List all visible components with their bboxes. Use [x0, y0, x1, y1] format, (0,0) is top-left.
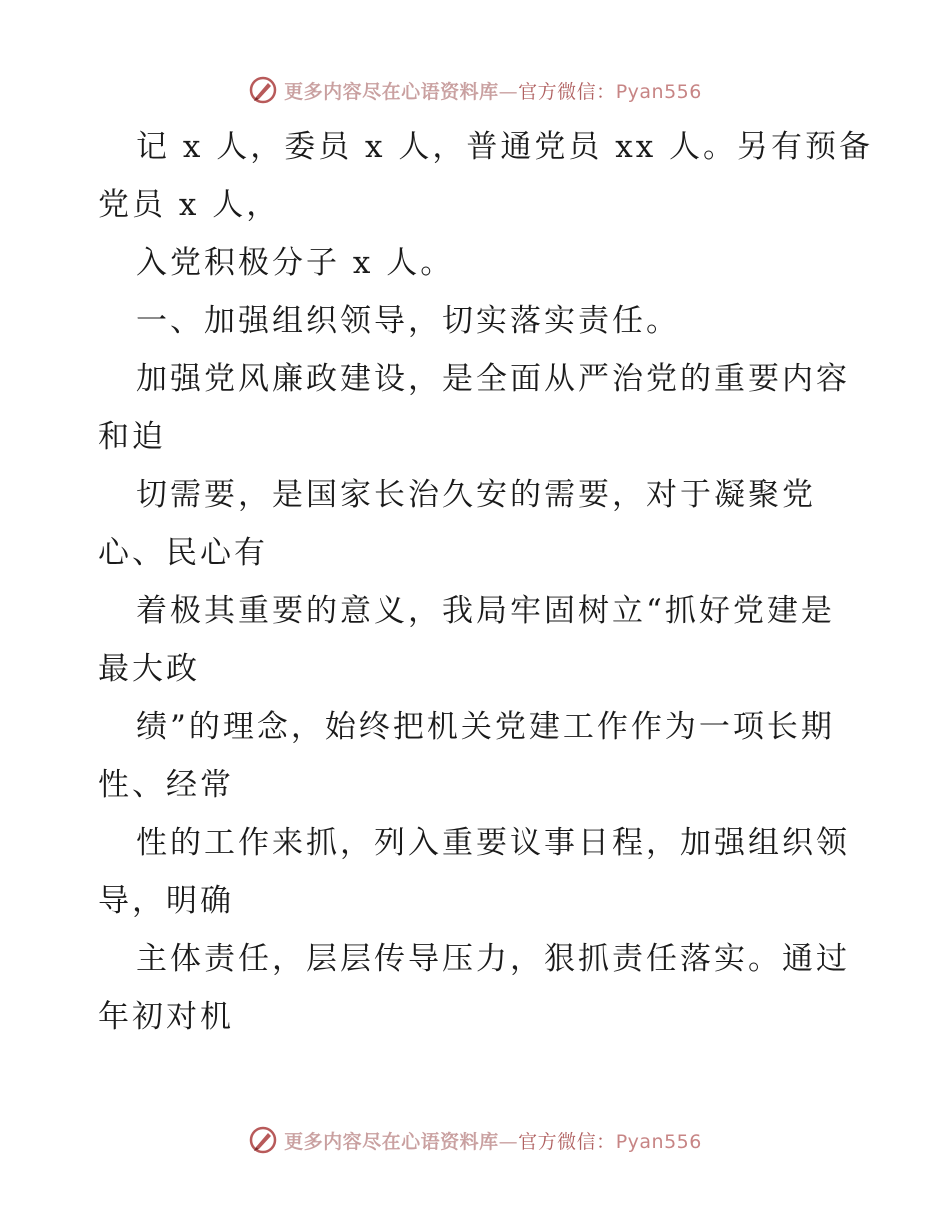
text-line: 和迫 [98, 419, 166, 455]
text-line: 心、民心有 [98, 535, 268, 571]
watermark-id: Pyan556 [615, 1130, 702, 1153]
watermark-site: 更多内容尽在心语资料库 [284, 80, 499, 103]
header-watermark [0, 72, 950, 108]
text-line: 党员 x 人， [98, 187, 281, 223]
text-line: 切需要，是国家长治久安的需要，对于凝聚党 [136, 477, 816, 513]
watermark-dash: — [498, 80, 519, 103]
text-line: 导，明确 [98, 883, 234, 919]
text-line: 最大政 [98, 651, 200, 687]
text-line: 一、加强组织领导，切实落实责任。 [136, 303, 680, 339]
text-line: 主体责任，层层传导压力，狠抓责任落实。通过 [136, 941, 850, 977]
watermark-dash: — [498, 1130, 519, 1153]
text-line: 绩”的理念，始终把机关党建工作作为一项长期 [136, 709, 835, 745]
text-line: 性、经常 [98, 767, 234, 803]
document-body [98, 118, 874, 1046]
watermark-label: 官方微信： [518, 80, 616, 103]
text-line: 加强党风廉政建设，是全面从严治党的重要内容 [136, 361, 850, 397]
watermark-site: 更多内容尽在心语资料库 [284, 1130, 499, 1153]
text-line: 记 x 人，委员 x 人，普通党员 xx 人。另有预备 [136, 129, 874, 165]
watermark-label: 官方微信： [518, 1130, 616, 1153]
watermark-text [284, 77, 702, 104]
footer-watermark [0, 1122, 950, 1158]
text-line: 入党积极分子 x 人。 [136, 245, 455, 281]
pen-logo-icon [248, 1125, 278, 1155]
text-line: 性的工作来抓，列入重要议事日程，加强组织领 [136, 825, 850, 861]
text-line: 着极其重要的意义，我局牢固树立“抓好党建是 [136, 593, 835, 629]
watermark-text [284, 1127, 702, 1154]
watermark-id: Pyan556 [615, 80, 702, 103]
text-line: 年初对机 [98, 999, 234, 1035]
pen-logo-icon [248, 75, 278, 105]
